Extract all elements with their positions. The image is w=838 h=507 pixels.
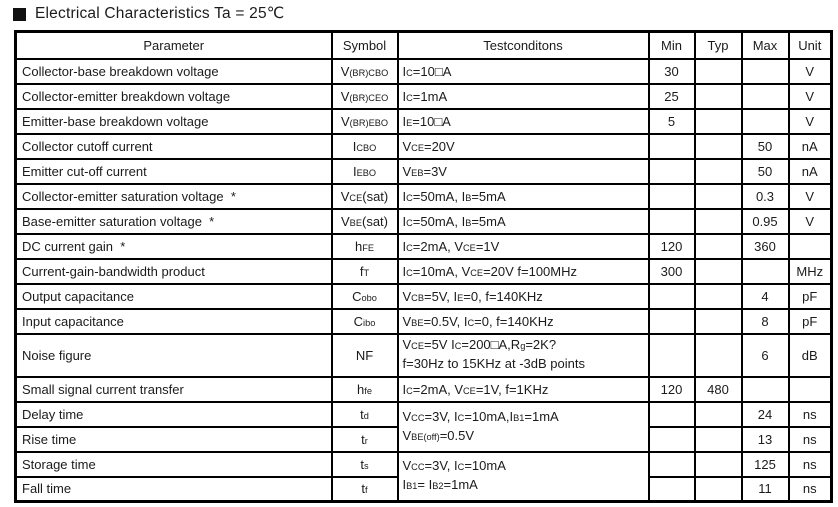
symbol-cell: ICBO bbox=[332, 134, 398, 159]
min-cell: 120 bbox=[649, 234, 695, 259]
parameter-cell: Small signal current transfer bbox=[16, 377, 332, 402]
typ-cell bbox=[695, 209, 742, 234]
symbol-cell: ts bbox=[332, 452, 398, 477]
cond-cell: VCB=5V, IE=0, f=140KHz bbox=[398, 284, 649, 309]
cond-line-1: VCC=3V, IC=10mA,IB1=1mA bbox=[402, 408, 559, 424]
typ-cell bbox=[695, 477, 742, 502]
parameter-cell: Delay time bbox=[16, 402, 332, 427]
typ-cell bbox=[695, 234, 742, 259]
section-title-text: Electrical Characteristics Ta = 25℃ bbox=[35, 5, 285, 22]
max-cell bbox=[742, 109, 789, 134]
cond-line-1: VCE=5V IC=200□A,Rg=2K? bbox=[402, 337, 557, 353]
parameter-cell: Emitter cut-off current bbox=[16, 159, 332, 184]
table-row bbox=[16, 284, 832, 309]
table-row bbox=[16, 234, 832, 259]
parameter-cell: Collector-emitter saturation voltage * bbox=[16, 184, 332, 209]
table-row bbox=[16, 134, 832, 159]
unit-cell: nA bbox=[789, 134, 832, 159]
cond-cell: VBE=0.5V, IC=0, f=140KHz bbox=[398, 309, 649, 334]
symbol-cell: V(BR)EBO bbox=[332, 109, 398, 134]
parameter-cell: Emitter-base breakdown voltage bbox=[16, 109, 332, 134]
symbol-cell: Cibo bbox=[332, 309, 398, 334]
header-parameter: Parameter bbox=[16, 32, 332, 59]
max-cell: 50 bbox=[742, 159, 789, 184]
black-square-bullet bbox=[13, 8, 26, 21]
table-row bbox=[16, 159, 832, 184]
min-cell: 300 bbox=[649, 259, 695, 284]
parameter-cell: Input capacitance bbox=[16, 309, 332, 334]
table-row bbox=[16, 402, 832, 427]
table-row bbox=[16, 84, 832, 109]
min-cell bbox=[649, 184, 695, 209]
min-cell: 30 bbox=[649, 59, 695, 84]
max-cell bbox=[742, 59, 789, 84]
symbol-cell: NF bbox=[332, 334, 398, 377]
max-cell: 24 bbox=[742, 402, 789, 427]
typ-cell bbox=[695, 134, 742, 159]
table-row bbox=[16, 259, 832, 284]
typ-cell bbox=[695, 84, 742, 109]
header-row bbox=[16, 32, 832, 59]
cond-cell: IC=1mA bbox=[398, 84, 649, 109]
typ-cell bbox=[695, 159, 742, 184]
min-cell bbox=[649, 427, 695, 452]
cond-cell: IC=50mA, IB=5mA bbox=[398, 209, 649, 234]
min-cell: 25 bbox=[649, 84, 695, 109]
cond-cell: VCE=20V bbox=[398, 134, 649, 159]
max-cell: 13 bbox=[742, 427, 789, 452]
header-min: Min bbox=[649, 32, 695, 59]
max-cell: 11 bbox=[742, 477, 789, 502]
typ-cell bbox=[695, 334, 742, 377]
max-cell bbox=[742, 259, 789, 284]
max-cell: 0.3 bbox=[742, 184, 789, 209]
cond-cell: IC=10mA, VCE=20V f=100MHz bbox=[398, 259, 649, 284]
cond-cell bbox=[398, 334, 649, 377]
unit-cell: ns bbox=[789, 452, 832, 477]
min-cell bbox=[649, 134, 695, 159]
unit-cell bbox=[789, 377, 832, 402]
parameter-cell: Base-emitter saturation voltage * bbox=[16, 209, 332, 234]
unit-cell: dB bbox=[789, 334, 832, 377]
unit-cell: MHz bbox=[789, 259, 832, 284]
unit-cell: nA bbox=[789, 159, 832, 184]
symbol-cell: hfe bbox=[332, 377, 398, 402]
table-row bbox=[16, 109, 832, 134]
unit-cell bbox=[789, 234, 832, 259]
typ-cell bbox=[695, 284, 742, 309]
unit-cell: ns bbox=[789, 427, 832, 452]
cond-line-2: VBE(off)=0.5V bbox=[402, 427, 475, 443]
cond-cell: IE=10□A bbox=[398, 109, 649, 134]
typ-cell bbox=[695, 402, 742, 427]
min-cell bbox=[649, 452, 695, 477]
cond-cell: VEB=3V bbox=[398, 159, 649, 184]
header-unit: Unit bbox=[789, 32, 832, 59]
max-cell: 0.95 bbox=[742, 209, 789, 234]
parameter-cell: Collector-emitter breakdown voltage bbox=[16, 84, 332, 109]
max-cell: 50 bbox=[742, 134, 789, 159]
header-typ: Typ bbox=[695, 32, 742, 59]
min-cell bbox=[649, 334, 695, 377]
cond-cell-merged bbox=[398, 402, 649, 452]
min-cell bbox=[649, 309, 695, 334]
typ-cell bbox=[695, 184, 742, 209]
max-cell: 4 bbox=[742, 284, 789, 309]
symbol-cell: V(BR)CEO bbox=[332, 84, 398, 109]
min-cell bbox=[649, 402, 695, 427]
table-row bbox=[16, 184, 832, 209]
min-cell bbox=[649, 209, 695, 234]
max-cell: 360 bbox=[742, 234, 789, 259]
min-cell bbox=[649, 284, 695, 309]
section-title bbox=[13, 4, 284, 23]
unit-cell: ns bbox=[789, 477, 832, 502]
parameter-cell: Storage time bbox=[16, 452, 332, 477]
typ-cell bbox=[695, 452, 742, 477]
cond-line-2: IB1= IB2=1mA bbox=[402, 477, 478, 493]
electrical-characteristics-table bbox=[14, 30, 833, 503]
parameter-cell: DC current gain * bbox=[16, 234, 332, 259]
parameter-cell: Rise time bbox=[16, 427, 332, 452]
max-cell bbox=[742, 84, 789, 109]
unit-cell: V bbox=[789, 59, 832, 84]
cond-cell: IC=10□A bbox=[398, 59, 649, 84]
typ-cell bbox=[695, 427, 742, 452]
cond-cell: IC=50mA, IB=5mA bbox=[398, 184, 649, 209]
parameter-cell: Current-gain-bandwidth product bbox=[16, 259, 332, 284]
parameter-cell: Collector-base breakdown voltage bbox=[16, 59, 332, 84]
typ-cell: 480 bbox=[695, 377, 742, 402]
cond-cell: IC=2mA, VCE=1V bbox=[398, 234, 649, 259]
max-cell bbox=[742, 377, 789, 402]
table-row bbox=[16, 452, 832, 477]
typ-cell bbox=[695, 259, 742, 284]
parameter-cell: Fall time bbox=[16, 477, 332, 502]
symbol-cell: td bbox=[332, 402, 398, 427]
typ-cell bbox=[695, 59, 742, 84]
symbol-cell: Cobo bbox=[332, 284, 398, 309]
typ-cell bbox=[695, 309, 742, 334]
min-cell: 5 bbox=[649, 109, 695, 134]
symbol-cell: IEBO bbox=[332, 159, 398, 184]
table-row bbox=[16, 209, 832, 234]
table-row bbox=[16, 59, 832, 84]
symbol-cell: tr bbox=[332, 427, 398, 452]
parameter-cell: Collector cutoff current bbox=[16, 134, 332, 159]
cond-line-2: f=30Hz to 15KHz at -3dB points bbox=[402, 356, 585, 371]
table-row bbox=[16, 377, 832, 402]
min-cell bbox=[649, 159, 695, 184]
cond-cell-merged bbox=[398, 452, 649, 502]
symbol-cell: V(BR)CBO bbox=[332, 59, 398, 84]
symbol-cell: VBE(sat) bbox=[332, 209, 398, 234]
table-row bbox=[16, 334, 832, 377]
unit-cell: pF bbox=[789, 284, 832, 309]
header-max: Max bbox=[742, 32, 789, 59]
unit-cell: V bbox=[789, 109, 832, 134]
header-symbol: Symbol bbox=[332, 32, 398, 59]
typ-cell bbox=[695, 109, 742, 134]
symbol-cell: VCE(sat) bbox=[332, 184, 398, 209]
max-cell: 6 bbox=[742, 334, 789, 377]
table-row bbox=[16, 309, 832, 334]
unit-cell: ns bbox=[789, 402, 832, 427]
cond-line-1: VCC=3V, IC=10mA bbox=[402, 458, 506, 474]
max-cell: 8 bbox=[742, 309, 789, 334]
unit-cell: V bbox=[789, 209, 832, 234]
max-cell: 125 bbox=[742, 452, 789, 477]
unit-cell: V bbox=[789, 84, 832, 109]
cond-cell: IC=2mA, VCE=1V, f=1KHz bbox=[398, 377, 649, 402]
symbol-cell: tf bbox=[332, 477, 398, 502]
unit-cell: V bbox=[789, 184, 832, 209]
unit-cell: pF bbox=[789, 309, 832, 334]
symbol-cell: hFE bbox=[332, 234, 398, 259]
symbol-cell: fT bbox=[332, 259, 398, 284]
parameter-cell: Output capacitance bbox=[16, 284, 332, 309]
parameter-cell: Noise figure bbox=[16, 334, 332, 377]
min-cell bbox=[649, 477, 695, 502]
header-testconditions: Testconditons bbox=[398, 32, 649, 59]
min-cell: 120 bbox=[649, 377, 695, 402]
